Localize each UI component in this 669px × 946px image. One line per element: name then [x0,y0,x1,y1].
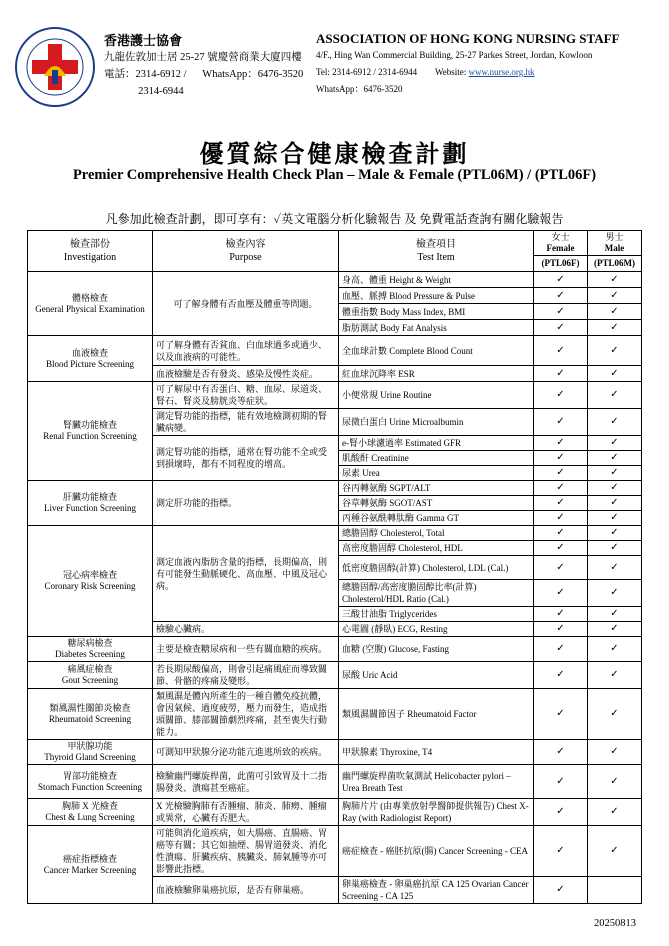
male-tick: ✓ [588,799,642,826]
header-purpose-zh: 檢查內容 [225,239,266,250]
male-tick: ✓ [588,288,642,304]
male-tick: ✓ [588,272,642,288]
table-row [28,382,642,409]
female-tick: ✓ [534,409,588,436]
health-check-table [27,230,642,904]
header-item-zh: 檢查項目 [416,239,456,250]
purpose-text: 主要是檢查糖尿病和一些有關血糖的疾病。 [153,637,339,662]
test-item: 幽門螺旋桿菌吹氣測試 Helicobacter pylori – Urea Breath Test [339,765,534,799]
investigation-zh: 冠心病率檢查 [62,570,117,580]
investigation-en: Diabetes Screening [55,649,125,659]
male-tick: ✓ [588,409,642,436]
test-item: 高密度膽固醇 Cholesterol, HDL [339,541,534,556]
table-row [28,689,642,740]
male-tick: ✓ [588,481,642,496]
investigation-en: Cancer Marker Screening [43,864,137,875]
investigation-zh: 肝臟功能檢查 [62,492,117,502]
female-tick: ✓ [534,541,588,556]
male-tick: ✓ [588,740,642,765]
male-tick: ✓ [588,436,642,451]
org-name-en: ASSOCIATION OF HONG KONG NURSING STAFF [316,31,620,46]
test-item: 丙種谷氨酰轉肽酶 Gamma GT [339,511,534,526]
investigation-zh: 痛風症檢查 [67,664,113,674]
test-item: 尿素 Urea [339,466,534,481]
female-tick: ✓ [534,556,588,580]
phone-zh-2: 2314-6944 [138,86,184,97]
org-name-zh: 香港護士協會 [104,33,183,48]
male-tick: ✓ [588,637,642,662]
female-tick: ✓ [534,637,588,662]
header-investigation-zh: 檢查部份 [70,239,110,250]
male-tick: ✓ [588,826,642,877]
header-female-code: (PTL06F) [534,256,588,272]
purpose-text: 可了解尿中有否蛋白、糖、血尿、尿道炎、腎石、腎炎及膀胱炎等症狀。 [153,382,339,409]
female-tick: ✓ [534,799,588,826]
table-row [28,662,642,689]
page-title-zh: 優質綜合健康檢查計劃 [199,142,470,168]
purpose-text: 血液檢驗是否有發炎、感染及慢性炎症。 [153,366,339,382]
test-item: 總膽固醇 Cholesterol, Total [339,526,534,541]
table-row [28,826,642,877]
investigation-zh: 胸肺 X 光檢查 [62,801,118,811]
test-item: 三酸甘油脂 Triglycerides [339,607,534,622]
table-row [28,481,642,496]
test-item: 谷草轉氨酶 SGOT/AST [339,496,534,511]
male-tick: ✓ [588,689,642,740]
female-tick: ✓ [534,765,588,799]
male-tick: ✓ [588,622,642,637]
female-tick: ✓ [534,580,588,607]
test-item: 血糖 (空腹) Glucose, Fasting [339,637,534,662]
document-code: 20250813 [594,918,636,929]
test-item: 胸肺片片 (由專業放射學醫師提供報告) Chest X-Ray (with Radiologist Report) [339,799,534,826]
whatsapp-en: WhatsApp：6476-3520 [316,84,403,94]
test-item: 脂肪測試 Body Fat Analysis [339,320,534,336]
address-zh: 九龍佐敦加士居 25-27 號慶營商業大廈四樓 [104,52,302,63]
purpose-text: 若長期尿酸偏高，則會引起痛風症而導致關節、骨骼的疼痛及變形。 [153,662,339,689]
female-tick: ✓ [534,366,588,382]
male-tick: ✓ [588,336,642,366]
purpose-text: 可測知甲狀腺分泌功能亢進逃所致的疾病。 [153,740,339,765]
male-empty [588,877,642,904]
purpose-text: 可了解身體有否血壓及體重等問題。 [153,272,339,336]
header-male-zh: 男士 [605,232,624,242]
female-tick: ✓ [534,336,588,366]
female-tick: ✓ [534,288,588,304]
investigation-en: Renal Function Screening [43,431,137,441]
purpose-text: X 光檢驗胸肺有否腫瘤、肺炎、肺癆、腫瘤或異常，心臟有否肥大。 [153,799,339,826]
female-tick: ✓ [534,382,588,409]
investigation-en: General Physical Examination [35,303,145,314]
test-item: 心電圖 (靜臥) ECG, Resting [339,622,534,637]
investigation-zh: 甲狀腺功能 [67,741,113,751]
female-tick: ✓ [534,826,588,877]
test-item: e-腎小球濾過率 Estimated GFR [339,436,534,451]
purpose-text: 可能與消化道疾病，如大腸癌、直腸癌、胃癌等有關；其它如抽煙、腸胃道發炎、消化性潰瘍、肝臟疾病、胰臟炎、肺氣腫等亦可影響此指標。 [153,826,339,877]
female-tick: ✓ [534,740,588,765]
male-tick: ✓ [588,662,642,689]
investigation-zh: 類風濕性關節炎檢查 [49,703,131,713]
purpose-text: 血液檢驗卵巢癌抗原，是否有卵巢癌。 [153,877,339,904]
table-row [28,740,642,765]
female-tick: ✓ [534,662,588,689]
investigation-en: Gout Screening [61,675,119,685]
website-label: Website: [434,67,467,77]
investigation-en: Rheumatoid Screening [48,714,132,724]
investigation-en: Stomach Function Screening [38,781,142,792]
male-tick: ✓ [588,451,642,466]
header-female-en: Female [546,243,575,253]
male-tick: ✓ [588,765,642,799]
investigation-zh: 腎臟功能檢查 [62,420,117,430]
female-tick: ✓ [534,526,588,541]
benefits-line: 凡參加此檢查計劃，即可享有：✓英文電腦分析化驗報告 及 免費電話查詢有關化驗報告 [105,212,564,226]
purpose-text: 測定肝功能的指標。 [153,481,339,526]
female-tick: ✓ [534,877,588,904]
male-tick: ✓ [588,304,642,320]
header-english [316,30,620,98]
investigation-zh: 癌症指標檢查 [62,853,117,864]
test-item: 身高、體重 Height & Weight [339,272,534,288]
table-row [28,336,642,366]
female-tick: ✓ [534,320,588,336]
test-item: 甲狀腺素 Thyroxine, T4 [339,740,534,765]
male-tick: ✓ [588,382,642,409]
table-header-row [28,231,642,256]
table-row [28,526,642,541]
male-tick: ✓ [588,366,642,382]
female-tick: ✓ [534,607,588,622]
test-item: 總膽固醇/高密度膽固醇比率(計算) Cholesterol/HDL Ratio (Cal.) [339,580,534,607]
investigation-zh: 血液檢查 [71,347,108,358]
test-item: 小便常規 Urine Routine [339,382,534,409]
male-tick: ✓ [588,556,642,580]
test-item: 全血球計數 Complete Blood Count [339,336,534,366]
test-item: 尿微白蛋白 Urine Microalbumin [339,409,534,436]
test-item: 紅血球沉降率 ESR [339,366,534,382]
address-en: 4/F., Hing Wan Commercial Building, 25-27 Parkes Street, Jordan, Kowloon [316,50,593,60]
female-tick: ✓ [534,451,588,466]
test-item: 卵巢癌檢查 - 卵巢癌抗原 CA 125 Ovarian Cancer Screening - CA 125 [339,877,534,904]
male-tick: ✓ [588,541,642,556]
investigation-en: Coronary Risk Screening [44,581,136,591]
purpose-text: 檢驗心臟病。 [153,622,339,637]
male-tick: ✓ [588,496,642,511]
test-item: 體重指數 Body Mass Index, BMI [339,304,534,320]
phone-en: Tel: 2314-6912 / 2314-6944 [316,67,418,77]
investigation-zh: 糖尿病檢查 [67,638,113,648]
female-tick: ✓ [534,272,588,288]
male-tick: ✓ [588,580,642,607]
page-title-en: Premier Comprehensive Health Check Plan – Male & Female (PTL06M) / (PTL06F) [72,167,597,183]
table-row [28,799,642,826]
test-item: 谷丙轉氨酶 SGPT/ALT [339,481,534,496]
header-item-en: Test Item [417,252,455,263]
female-tick: ✓ [534,466,588,481]
whatsapp-zh: WhatsApp：6476-3520 [202,69,304,80]
male-tick: ✓ [588,526,642,541]
phone-zh: 電話：2314-6912 / [104,69,187,80]
male-tick: ✓ [588,511,642,526]
header-purpose-en: Purpose [229,252,262,263]
association-logo [14,26,96,108]
investigation-en: Blood Picture Screening [46,358,134,369]
test-item: 低密度膽固醇(計算) Cholesterol, LDL (Cal.) [339,556,534,580]
male-tick: ✓ [588,466,642,481]
header-male-code: (PTL06M) [588,256,642,272]
purpose-text: 測定血液內脂肪含量的指標，長期偏高，則有可能發生動脈硬化、高血壓、中風及冠心病。 [153,526,339,622]
purpose-text: 可了解身體有否貧血、白血球過多或過少、以及血液病的可能性。 [153,336,339,366]
female-tick: ✓ [534,622,588,637]
test-item: 血壓、脈搏 Blood Pressure & Pulse [339,288,534,304]
investigation-zh: 體格檢查 [71,292,108,303]
test-item: 肌酸酐 Creatinine [339,451,534,466]
header-female-zh: 女士 [551,232,570,242]
purpose-text: 測定腎功能的指標，通常在腎功能不全或受到損壞時，都有不同程度的增高。 [153,436,339,481]
website-link[interactable]: www.nurse.org.hk [468,67,535,77]
female-tick: ✓ [534,496,588,511]
female-tick: ✓ [534,481,588,496]
male-tick: ✓ [588,320,642,336]
header-chinese [104,32,303,100]
header-investigation-en: Investigation [63,252,117,263]
purpose-text: 測定腎功能的指標，能有效地檢測初期的腎臟病變。 [153,409,339,436]
male-tick: ✓ [588,607,642,622]
investigation-en: Chest & Lung Screening [45,812,135,822]
purpose-text: 檢驗幽門螺旋桿菌，此菌可引致胃及十二指腸發炎、潰瘍甚至癌症。 [153,765,339,799]
table-row [28,272,642,288]
test-item: 類風濕關節因子 Rheumatoid Factor [339,689,534,740]
female-tick: ✓ [534,304,588,320]
investigation-en: Thyroid Gland Screening [44,752,136,762]
investigation-en: Liver Function Screening [44,503,136,513]
test-item: 尿酸 Uric Acid [339,662,534,689]
purpose-text: 類風濕是體內所產生的一種自體免疫抗體，會因氣候、過度疲勞，壓力而發生，造成指頭關節、膝部關節劇烈疼痛，甚至喪失行動能力。 [153,689,339,740]
table-row [28,765,642,799]
female-tick: ✓ [534,436,588,451]
female-tick: ✓ [534,689,588,740]
test-item: 癌症檢查 - 癌胚抗原(腸) Cancer Screening - CEA [339,826,534,877]
table-row [28,637,642,662]
investigation-zh: 胃部功能檢查 [62,770,117,781]
header-male-en: Male [604,243,625,253]
female-tick: ✓ [534,511,588,526]
